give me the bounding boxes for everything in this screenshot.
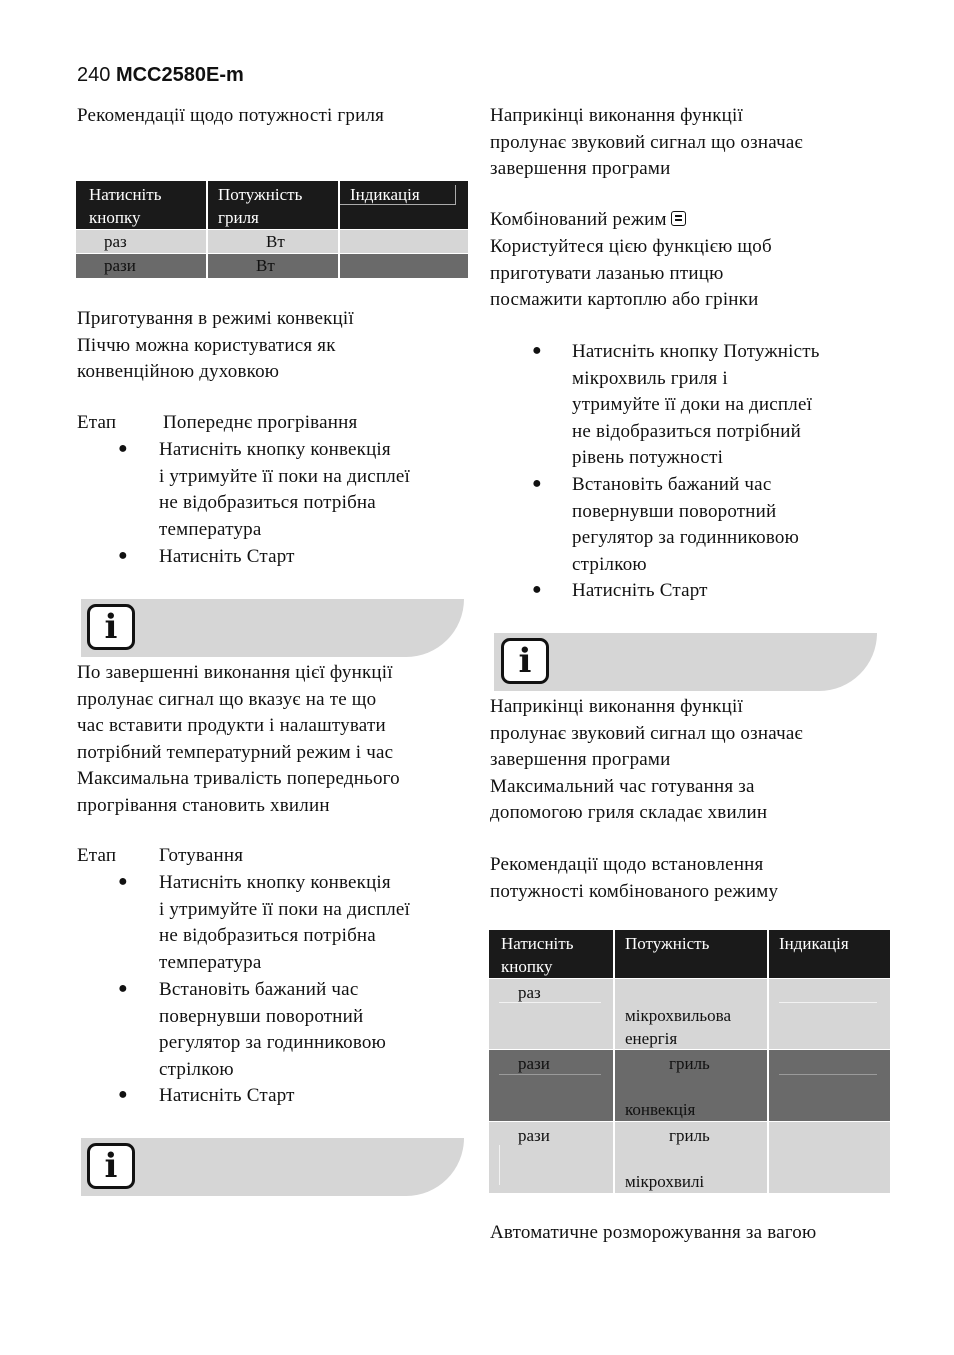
combo-step-3: Натисніть Старт — [572, 580, 708, 601]
combo-table-header-power: Потужність — [625, 934, 710, 953]
bullet-dot: ● — [532, 475, 542, 492]
bullet-dot: ● — [118, 547, 128, 564]
info-icon: i — [501, 638, 549, 684]
info-icon: i — [87, 1143, 135, 1189]
info-box — [81, 599, 464, 657]
combo-mode-title: Комбінований режим — [490, 207, 686, 234]
grill-table-header-power: Потужність гриля — [218, 185, 303, 227]
auto-defrost-heading: Автоматичне розморожування за вагою — [490, 1222, 817, 1243]
info-2-text: Наприкінці виконання функції пролунає звуковий сигнал що означає завершення програми Максимальний час готування за допомогою гриля складає хвилин — [490, 696, 803, 823]
bullet-dot: ● — [532, 581, 542, 598]
grill-row-2-indication — [340, 254, 468, 278]
page-header — [77, 64, 244, 87]
combo-table-heading: Рекомендації щодо встановлення потужності комбінованого режиму — [490, 854, 779, 902]
combo-table-header-indication: Індикація — [779, 934, 849, 953]
grill-row-1-indication — [340, 230, 468, 253]
bullet-dot: ● — [118, 1086, 128, 1103]
combo-power-table — [489, 930, 890, 1193]
combo-row-3-power: гриль мікрохвилі — [625, 1126, 710, 1191]
combo-mode-intro: Користуйтеся цією функцією щоб приготувати лазанью птицю посмажити картоплю або грінки — [490, 236, 772, 310]
stage-1-step-2: Натисніть Старт — [159, 546, 295, 567]
grill-power-table — [76, 181, 468, 278]
info-icon: i — [87, 604, 135, 650]
convection-intro: Приготування в режимі конвекції Піччю можна користуватися як конвенційною духовкою — [77, 308, 354, 382]
stage-1-label: Етап — [77, 412, 117, 433]
bullet-dot: ● — [532, 342, 542, 359]
page-number: 240 — [77, 64, 111, 86]
combo-row-1-power: мікрохвильова енергія — [625, 1006, 732, 1048]
combo-step-1: Натисніть кнопку Потужність мікрохвиль гриля і утримуйте її доки на дисплеї не відобразиться потрібний рівень потужності — [572, 341, 820, 468]
grill-table-header-press: Натисніть кнопку — [89, 185, 162, 227]
grill-row-1-power: Вт — [266, 232, 285, 251]
combo-step-2: Встановіть бажаний час повернувши поворотний регулятор за годинниковою стрілкою — [572, 474, 800, 575]
combo-row-2-press: рази — [518, 1054, 550, 1073]
model-name: MCC2580E-m — [115, 64, 244, 86]
combination-mode-icon — [671, 211, 686, 226]
stage-2-step-1: Натисніть кнопку конвекція і утримуйте її поки на дисплеї не відобразиться потрібна температура — [159, 872, 411, 973]
grill-heading: Рекомендації щодо потужності гриля — [77, 105, 385, 126]
stage-2-title: Готування — [159, 845, 244, 866]
bullet-dot: ● — [118, 440, 128, 457]
combo-table-header-press: Натисніть кнопку — [501, 934, 574, 976]
stage-2-step-2: Встановіть бажаний час повернувши поворотний регулятор за годинниковою стрілкою — [159, 979, 387, 1080]
combo-row-1-press: раз — [518, 983, 541, 1002]
end-of-function-text: Наприкінці виконання функції пролунає звуковий сигнал що означає завершення програми — [490, 105, 803, 179]
bullet-dot: ● — [118, 873, 128, 890]
stage-1-step-1: Натисніть кнопку конвекція і утримуйте її поки на дисплеї не відобразиться потрібна температура — [159, 439, 411, 540]
stage-2-label: Етап — [77, 845, 117, 866]
info-1-text: По завершенні виконання цієї функції пролунає сигнал що вказує на те що час вставити продукти і налаштувати потрібний температурний режим і час Максимальна тривалість попереднього прогрівання становить хвилин — [77, 662, 400, 816]
info-box — [494, 633, 877, 691]
grill-row-2-press: рази — [104, 256, 136, 275]
bullet-dot: ● — [118, 980, 128, 997]
stage-1-title: Попереднє прогрівання — [163, 412, 358, 433]
info-box — [81, 1138, 464, 1196]
combo-row-2-power: гриль конвекція — [625, 1054, 710, 1119]
stage-2-step-3: Натисніть Старт — [159, 1085, 295, 1106]
combo-row-3-press: рази — [518, 1126, 550, 1145]
grill-row-1-press: раз — [104, 232, 127, 251]
grill-row-2-power: Вт — [256, 256, 275, 275]
grill-table-header-indication: Індикація — [350, 185, 420, 204]
